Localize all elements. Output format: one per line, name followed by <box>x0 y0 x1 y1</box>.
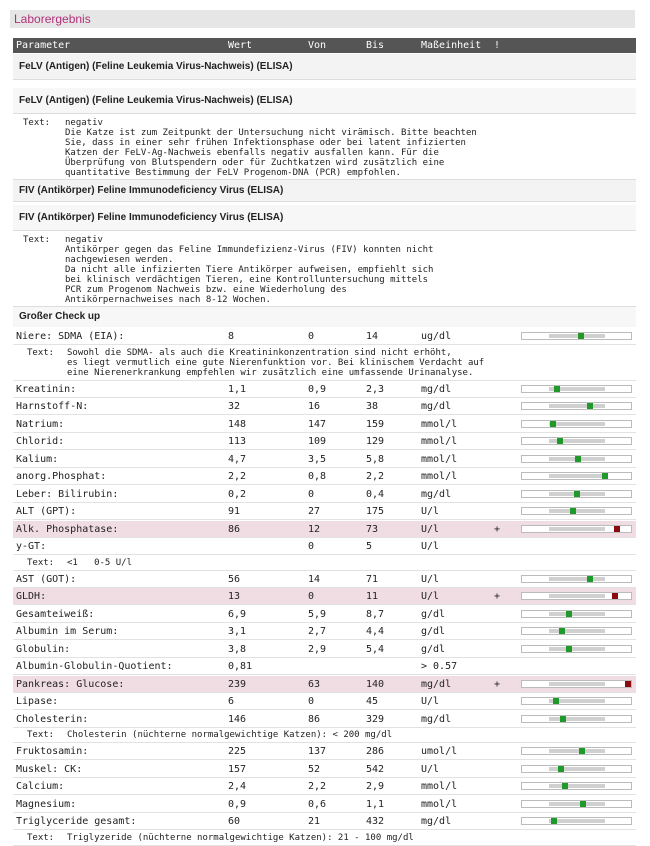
cell-name: Niere: SDMA (EIA): <box>16 331 125 342</box>
cell-unit: g/dl <box>421 643 446 655</box>
table-row <box>13 658 636 675</box>
value-marker <box>580 801 586 807</box>
cell-bis: 73 <box>366 523 379 535</box>
cell-von: 2,7 <box>308 626 327 637</box>
range-bar <box>521 507 632 515</box>
range-bar <box>521 610 632 618</box>
value-marker <box>578 333 584 339</box>
range-bar <box>521 332 632 340</box>
reference-range <box>549 647 605 651</box>
reference-range <box>549 749 605 753</box>
cell-bis: 0,4 <box>366 488 385 500</box>
cell-bis: 5,8 <box>366 453 385 465</box>
table-row <box>13 796 636 813</box>
cell-von: 5,9 <box>308 608 327 620</box>
range-bar <box>521 817 632 825</box>
cell-von: 16 <box>308 401 321 412</box>
cell-name: ALT (GPT): <box>16 506 77 517</box>
cell-name: Kalium: <box>16 453 59 465</box>
table-row <box>13 398 636 415</box>
range-bar <box>521 765 632 773</box>
felv-text-block <box>13 114 636 180</box>
fiv-text: negativ Antikörper gegen das Feline Immundefizienz-Virus (FIV) konnten nicht nachgewiesen werden. Da nicht alle infizierten Tiere Antikörper aufweisen, empfiehlt sich bei klinisch verdächtigen Tieren, eine Kontrolluntersuchung mittels PCR zum Progenom Nachweis bzw. eine Wiederholung des Antikörpernachweises nach 8-12 Wochen. <box>65 235 434 305</box>
cell-bis: 8,7 <box>366 608 385 620</box>
cell-bis: 329 <box>366 713 385 725</box>
table-row <box>13 486 636 503</box>
row-text-label: Text: <box>27 347 55 358</box>
cell-unit: mmol/l <box>421 453 458 465</box>
table-row <box>13 328 636 345</box>
table-row <box>13 451 636 468</box>
cell-bis: 432 <box>366 816 385 827</box>
cell-name: Leber: Bilirubin: <box>16 488 119 500</box>
cell-flag: + <box>494 591 501 602</box>
reference-range <box>549 474 605 478</box>
cell-name: Lipase: <box>16 696 59 707</box>
cell-von: 14 <box>308 573 321 585</box>
cell-value: 157 <box>228 763 247 775</box>
cell-unit: U/l <box>421 763 440 775</box>
cell-von: 147 <box>308 418 327 430</box>
cell-value: 225 <box>228 746 247 757</box>
range-bar <box>521 747 632 755</box>
cell-von: 2,9 <box>308 643 327 655</box>
cell-bis: 2,9 <box>366 781 385 792</box>
cell-unit: mg/dl <box>421 401 452 412</box>
cell-value: 91 <box>228 506 241 517</box>
table-row <box>13 588 636 605</box>
value-marker <box>551 818 557 824</box>
cell-name: Muskel: CK: <box>16 763 83 775</box>
cell-bis: 11 <box>366 591 379 602</box>
cell-value: 60 <box>228 816 241 827</box>
reference-range <box>549 509 605 513</box>
cell-bis: 2,3 <box>366 383 385 395</box>
cell-bis: 286 <box>366 746 385 757</box>
table-row <box>13 711 636 728</box>
cell-flag: + <box>494 523 501 535</box>
range-bar <box>521 525 632 533</box>
cell-von: 109 <box>308 436 327 447</box>
cell-value: 4,7 <box>228 453 247 465</box>
cell-name: Fruktosamin: <box>16 746 89 757</box>
header-einheit: Maßeinheit <box>421 40 482 51</box>
cell-unit: umol/l <box>421 746 458 757</box>
table-row <box>13 521 636 538</box>
range-bar <box>521 490 632 498</box>
cell-name: AST (GOT): <box>16 573 77 585</box>
cell-name: Kreatinin: <box>16 383 77 395</box>
cell-unit: mmol/l <box>421 781 458 792</box>
header-von: Von <box>308 40 327 51</box>
header-wert: Wert <box>228 40 253 51</box>
cell-value: 1,1 <box>228 383 247 395</box>
cell-von: 0,8 <box>308 471 327 482</box>
table-row <box>13 571 636 588</box>
cell-unit: mg/dl <box>421 383 452 395</box>
table-row <box>13 676 636 693</box>
range-bar <box>521 455 632 463</box>
cell-unit: mg/dl <box>421 678 452 690</box>
felv-text-label: Text: <box>23 118 51 128</box>
cell-unit: mg/dl <box>421 713 452 725</box>
table-row <box>13 606 636 623</box>
table-row <box>13 743 636 760</box>
value-marker <box>602 473 608 479</box>
cell-von: 2,2 <box>308 781 327 792</box>
cell-name: Harnstoff-N: <box>16 401 89 412</box>
cell-unit: g/dl <box>421 608 446 620</box>
value-marker <box>579 748 585 754</box>
range-bar <box>521 385 632 393</box>
table-header <box>13 38 636 53</box>
table-row <box>13 503 636 520</box>
value-marker <box>575 456 581 462</box>
table-row <box>13 433 636 450</box>
cell-name: Gesamteiweiß: <box>16 608 95 620</box>
header-parameter: Parameter <box>16 40 71 51</box>
table-row <box>13 416 636 433</box>
cell-value: 13 <box>228 591 241 602</box>
cell-unit: mg/dl <box>421 488 452 500</box>
value-marker <box>566 611 572 617</box>
value-marker <box>562 783 568 789</box>
cell-value: 239 <box>228 678 247 690</box>
cell-value: 3,1 <box>228 626 247 637</box>
fiv-text-block <box>13 231 636 307</box>
cell-unit: mmol/l <box>421 418 458 430</box>
cell-bis: 4,4 <box>366 626 385 637</box>
range-bar <box>521 592 632 600</box>
range-bar <box>521 402 632 410</box>
section-fiv-subtitle: FIV (Antikörper) Feline Immunodeficiency Virus (ELISA) <box>13 205 636 231</box>
value-marker <box>566 646 572 652</box>
range-bar <box>521 472 632 480</box>
cell-bis: 5 <box>366 541 373 552</box>
section-felv-subtitle: FeLV (Antigen) (Feline Leukemia Virus-Nachweis) (ELISA) <box>13 88 636 114</box>
cell-bis: 1,1 <box>366 798 385 810</box>
value-marker <box>559 628 565 634</box>
cell-bis: 38 <box>366 401 379 412</box>
cell-name: Globulin: <box>16 643 71 655</box>
cell-value: 2,4 <box>228 781 247 792</box>
cell-name: Pankreas: Glucose: <box>16 678 125 690</box>
value-marker <box>550 421 556 427</box>
reference-range <box>549 404 605 408</box>
table-row <box>13 761 636 778</box>
cell-von: 52 <box>308 763 321 775</box>
value-marker <box>558 766 564 772</box>
range-bar <box>521 437 632 445</box>
value-marker <box>587 403 593 409</box>
cell-name: Triglyceride gesamt: <box>16 816 137 827</box>
table-row <box>13 813 636 830</box>
cell-von: 0 <box>308 541 315 552</box>
cell-unit: mmol/l <box>421 471 458 482</box>
reference-range <box>549 819 605 823</box>
cell-unit: g/dl <box>421 626 446 637</box>
value-marker <box>570 508 576 514</box>
value-marker <box>554 386 560 392</box>
table-row <box>13 778 636 795</box>
header-flag: ! <box>494 40 501 51</box>
section-fiv-title: FIV (Antikörper) Feline Immunodeficiency Virus (ELISA) <box>13 180 636 202</box>
table-row <box>13 693 636 710</box>
reference-range <box>549 717 605 721</box>
table-row <box>13 381 636 398</box>
cell-value: 32 <box>228 401 241 412</box>
row-text-body: Triglyzeride (nüchterne normalgewichtige Katzen): 21 - 100 mg/dl <box>67 832 414 843</box>
fiv-text-label: Text: <box>23 235 51 245</box>
cell-value: 113 <box>228 436 247 447</box>
row-text-label: Text: <box>27 557 55 568</box>
range-bar <box>521 715 632 723</box>
cell-bis: 159 <box>366 418 385 430</box>
cell-unit: mg/dl <box>421 816 452 827</box>
range-bar <box>521 420 632 428</box>
cell-von: 137 <box>308 746 327 757</box>
row-text-body: <1 0-5 U/l <box>67 557 133 568</box>
cell-name: anorg.Phosphat: <box>16 471 107 482</box>
cell-unit: U/l <box>421 696 440 707</box>
cell-von: 0 <box>308 591 315 602</box>
reference-range <box>549 802 605 806</box>
row-text-body: Sowohl die SDMA- als auch die Kreatininkonzentration sind nicht erhöht, es liegt vermutlich eine gute Nierenfunktion vor. Bei klinischem Verdacht auf eine Nierenerkrankung empfehlen wir zusätzlich eine umfassende Urinanalyse. <box>67 347 485 378</box>
value-marker <box>614 526 620 532</box>
value-marker <box>625 681 631 687</box>
cell-value: 148 <box>228 418 247 430</box>
row-text-cholesterin <box>13 728 636 743</box>
range-bar <box>521 645 632 653</box>
reference-range <box>549 784 605 788</box>
value-marker <box>560 716 566 722</box>
cell-unit: > 0.57 <box>421 661 458 672</box>
cell-unit: U/l <box>421 523 440 535</box>
reference-range <box>549 629 605 633</box>
cell-name: Natrium: <box>16 418 65 430</box>
table-row <box>13 468 636 485</box>
cell-name: Calcium: <box>16 781 65 792</box>
cell-von: 3,5 <box>308 453 327 465</box>
range-bar <box>521 782 632 790</box>
section-checkup: Großer Check up <box>13 307 636 327</box>
reference-range <box>549 422 605 426</box>
cell-unit: mmol/l <box>421 436 458 447</box>
cell-name: Alk. Phosphatase: <box>16 523 119 535</box>
row-text-body: Cholesterin (nüchterne normalgewichtige Katzen): < 200 mg/dl <box>67 730 393 740</box>
value-marker <box>612 593 618 599</box>
cell-bis: 14 <box>366 331 379 342</box>
cell-bis: 45 <box>366 696 379 707</box>
range-bar <box>521 680 632 688</box>
section-felv-title: FeLV (Antigen) (Feline Leukemia Virus-Nachweis) (ELISA) <box>13 54 636 80</box>
cell-von: 63 <box>308 678 321 690</box>
cell-name: Magnesium: <box>16 798 77 810</box>
cell-bis: 140 <box>366 678 385 690</box>
cell-von: 86 <box>308 713 321 725</box>
cell-von: 0,6 <box>308 798 327 810</box>
header-bis: Bis <box>366 40 385 51</box>
range-bar <box>521 800 632 808</box>
cell-von: 27 <box>308 506 321 517</box>
cell-von: 0 <box>308 331 315 342</box>
reference-range <box>549 577 605 581</box>
cell-von: 21 <box>308 816 321 827</box>
table-row <box>13 623 636 640</box>
cell-value: 146 <box>228 713 247 725</box>
page-title: Laborergebnis <box>10 10 635 28</box>
value-marker <box>574 491 580 497</box>
cell-name: y-GT: <box>16 541 47 552</box>
cell-value: 86 <box>228 523 241 535</box>
reference-range <box>549 527 605 531</box>
range-bar <box>521 627 632 635</box>
cell-bis: 2,2 <box>366 471 385 482</box>
cell-value: 2,2 <box>228 471 247 482</box>
row-text-sdma <box>13 346 636 381</box>
cell-unit: U/l <box>421 506 440 517</box>
cell-flag: + <box>494 678 501 690</box>
cell-bis: 175 <box>366 506 385 517</box>
value-marker <box>587 576 593 582</box>
cell-bis: 5,4 <box>366 643 385 655</box>
cell-value: 0,9 <box>228 798 247 810</box>
cell-value: 8 <box>228 331 235 342</box>
cell-unit: mmol/l <box>421 798 458 810</box>
reference-range <box>549 612 605 616</box>
cell-value: 0,2 <box>228 488 247 500</box>
cell-name: GLDH: <box>16 591 47 602</box>
value-marker <box>557 438 563 444</box>
cell-von: 12 <box>308 523 321 535</box>
cell-name: Chlorid: <box>16 436 65 447</box>
cell-unit: ug/dl <box>421 331 452 342</box>
cell-unit: U/l <box>421 591 440 602</box>
table-row <box>13 538 636 555</box>
cell-name: Albumin-Globulin-Quotient: <box>16 661 173 672</box>
row-text-label: Text: <box>27 832 55 843</box>
cell-unit: U/l <box>421 573 440 585</box>
cell-name: Albumin im Serum: <box>16 626 119 637</box>
reference-range <box>549 594 605 598</box>
cell-name: Cholesterin: <box>16 713 89 725</box>
range-bar <box>521 575 632 583</box>
cell-unit: U/l <box>421 541 440 552</box>
cell-value: 3,8 <box>228 643 247 655</box>
table-row <box>13 641 636 658</box>
cell-bis: 71 <box>366 573 379 585</box>
cell-value: 0,81 <box>228 661 253 672</box>
cell-value: 6,9 <box>228 608 247 620</box>
reference-range <box>549 682 605 686</box>
cell-bis: 129 <box>366 436 385 447</box>
felv-text: negativ Die Katze ist zum Zeitpunkt der Untersuchung nicht virämisch. Bitte beachten Sie, dass in einer sehr frühen Infektionsphase oder bei latent infizierten Katzen der FeLV-Ag-Nachweis ebenfalls negativ ausfallen kann. Für die Überprüfung von Blutspendern oder für Zuchtkatzen wird zusätzlich eine quantitative Bestimmung der FeLV Progenom-DNA (PCR) empfohlen. <box>65 118 477 178</box>
cell-value: 6 <box>228 696 235 707</box>
range-bar <box>521 697 632 705</box>
row-text-label: Text: <box>27 730 55 740</box>
cell-bis: 542 <box>366 763 385 775</box>
cell-von: 0,9 <box>308 383 327 395</box>
row-text-ygt <box>13 556 636 571</box>
row-text-triglyceride <box>13 831 636 846</box>
cell-von: 0 <box>308 696 315 707</box>
cell-value: 56 <box>228 573 241 585</box>
cell-von: 0 <box>308 488 315 500</box>
value-marker <box>553 698 559 704</box>
